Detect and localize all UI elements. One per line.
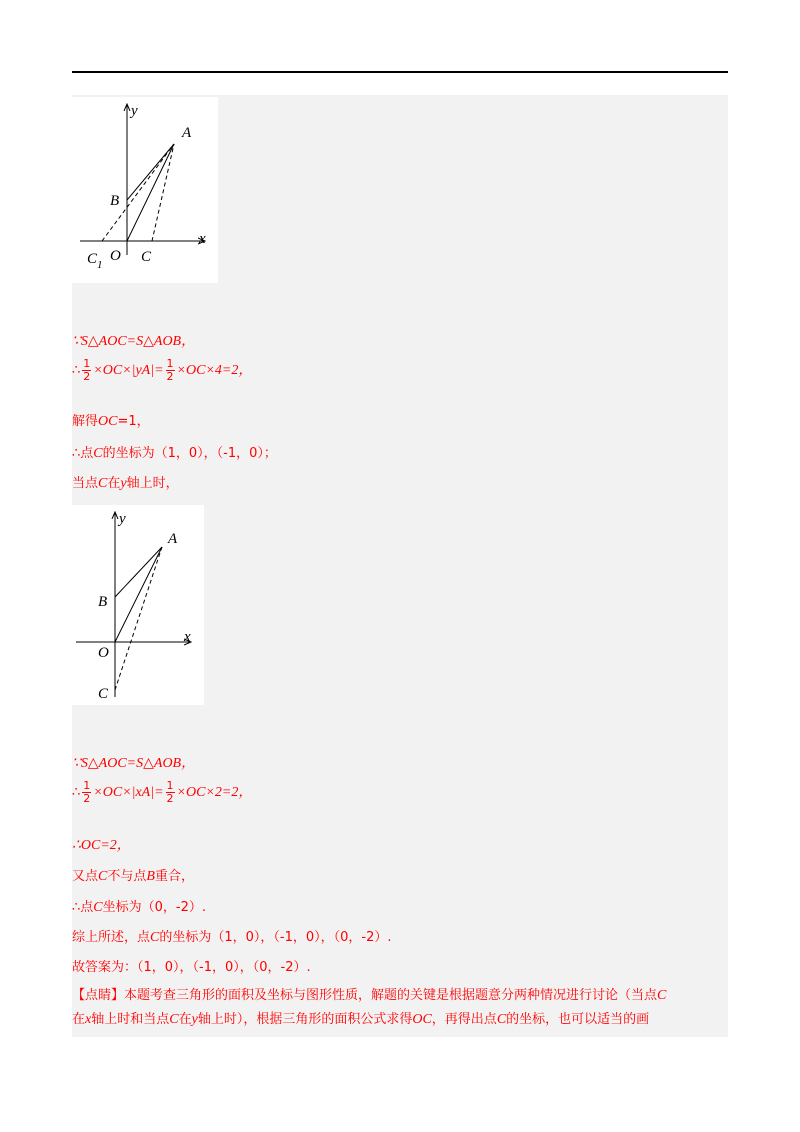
equation-half-formula-2: ∴ $\frac{1}{2}$ ×OC×|xA|= $\frac{1}{2}$ ×OC×2=2， bbox=[72, 779, 253, 805]
fraction: $\frac{1}{2}$ bbox=[166, 779, 174, 805]
label-x: x bbox=[199, 231, 206, 247]
case-y-axis-intro: 当点C在y轴上时， bbox=[72, 476, 179, 491]
label-C1: C bbox=[87, 251, 98, 267]
not-coincide-b: 又点C不与点B重合， bbox=[72, 869, 194, 884]
figure-1-diagram bbox=[72, 97, 218, 283]
label-A: A bbox=[168, 531, 178, 547]
segment-BA bbox=[115, 547, 162, 597]
segment-CA bbox=[152, 144, 174, 241]
solve-oc-1: 解得OC=1， bbox=[72, 414, 150, 429]
coordinates-result-1: ∴点C的坐标为（1，0），（-1，0）； bbox=[72, 446, 277, 461]
segment-OA bbox=[115, 547, 162, 642]
label-x: x bbox=[184, 629, 191, 645]
solve-oc-2: ∴OC=2， bbox=[72, 838, 131, 853]
equation-area-equal-2: ∵S△AOC=S△AOB， bbox=[72, 756, 196, 771]
answer-line: 故答案为：（1，0），（-1，0），（0，-2）. bbox=[72, 960, 311, 975]
segment-CA bbox=[115, 547, 162, 690]
figure-y-axis-case bbox=[72, 505, 204, 705]
label-y: y bbox=[131, 103, 138, 119]
note-tag: 【点睛】 bbox=[72, 988, 125, 1003]
figure-2-diagram bbox=[72, 505, 204, 705]
label-A: A bbox=[182, 125, 192, 141]
equation-half-formula-1: ∴ $\frac{1}{2}$ ×OC×|yA|= $\frac{1}{2}$ ×OC×4=2， bbox=[72, 357, 253, 383]
key-point-note bbox=[72, 984, 728, 1032]
label-B: B bbox=[98, 594, 108, 610]
label-B: B bbox=[110, 193, 120, 209]
fraction: $\frac{1}{2}$ bbox=[83, 357, 91, 383]
fraction: $\frac{1}{2}$ bbox=[166, 357, 174, 383]
equation-area-equal-1: ∵S△AOC=S△AOB， bbox=[72, 334, 196, 349]
summary-line: 综上所述，点C的坐标为（1，0），（-1，0），（0，-2）. bbox=[72, 930, 392, 945]
note-line-1: 【点睛】本题考查三角形的面积及坐标与图形性质，解题的关键是根据题意分两种情况进行讨论（当点C bbox=[72, 988, 667, 1003]
label-O: O bbox=[110, 248, 121, 264]
segment-OA bbox=[127, 144, 174, 241]
note-line-2: 在x轴上时和当点C在y轴上时），根据三角形的面积公式求得OC，再得出点C的坐标，也可以适当的画 bbox=[72, 1012, 650, 1027]
header-rule bbox=[72, 71, 728, 73]
fraction: $\frac{1}{2}$ bbox=[83, 779, 91, 805]
figure-x-axis-case bbox=[72, 97, 218, 283]
label-C: C bbox=[98, 686, 109, 702]
label-C1-subscript: 1 bbox=[97, 259, 103, 271]
label-y: y bbox=[119, 511, 126, 527]
coordinates-result-2: ∴点C坐标为（0，-2）. bbox=[72, 900, 206, 915]
label-C: C bbox=[141, 249, 152, 265]
label-O: O bbox=[98, 645, 109, 661]
